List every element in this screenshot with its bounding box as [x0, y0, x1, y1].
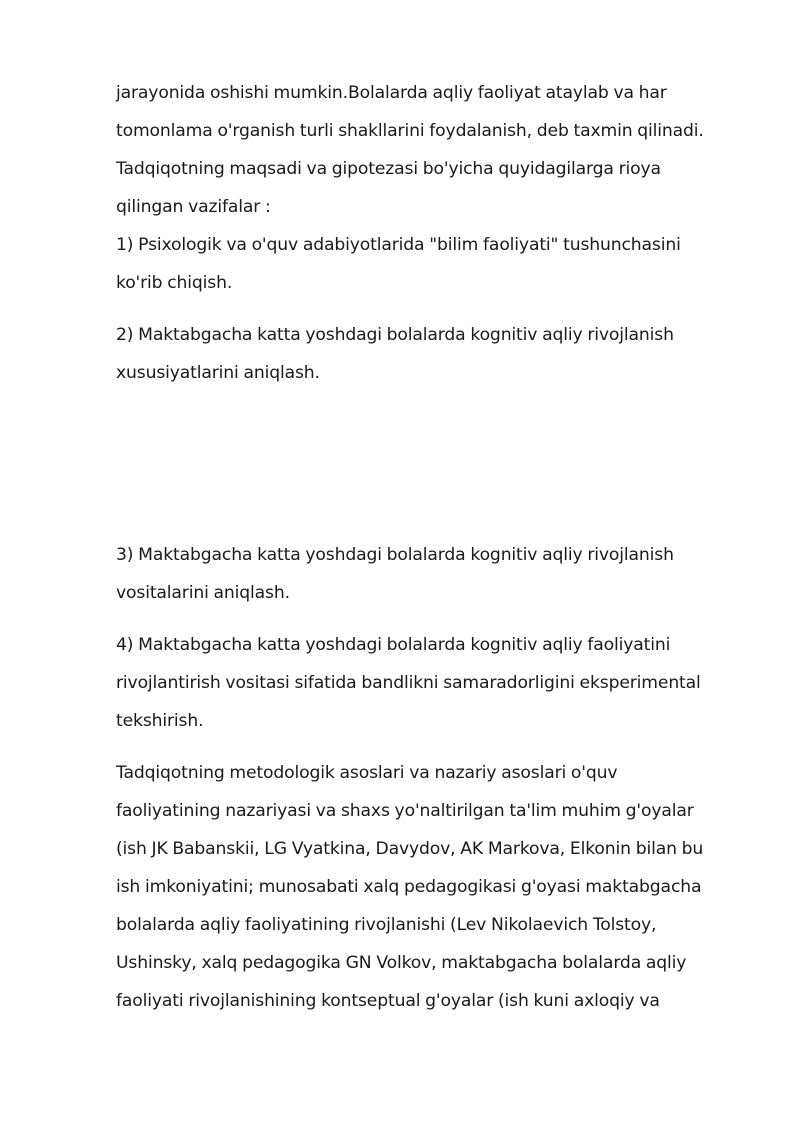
spacer — [116, 740, 756, 754]
text-line: (ish JK Babanskii, LG Vyatkina, Davydov, AK Markova, Elkonin bilan bu — [116, 839, 704, 859]
intro-paragraph — [116, 74, 756, 302]
spacer — [116, 392, 756, 536]
text-line: 1) Psixologik va o'quv adabiyotlarida "bilim faoliyati" tushunchasini — [116, 235, 681, 255]
text-line: ko'rib chiqish. — [116, 273, 233, 293]
text-line: faoliyati rivojlanishining kontseptual g'oyalar (ish kuni axloqiy va — [116, 991, 660, 1011]
spacer — [116, 612, 756, 626]
text-line: xususiyatlarini aniqlash. — [116, 363, 320, 383]
text-line: rivojlantirish vositasi sifatida bandlikni samaradorligini eksperimental — [116, 673, 701, 693]
task-item-4 — [116, 626, 756, 740]
text-line: faoliyatining nazariyasi va shaxs yo'naltirilgan ta'lim muhim g'oyalar — [116, 801, 694, 821]
spacer — [116, 302, 756, 316]
text-line: tekshirish. — [116, 711, 204, 731]
text-line: qilingan vazifalar : — [116, 197, 271, 217]
text-line: 2) Maktabgacha katta yoshdagi bolalarda kognitiv aqliy rivojlanish — [116, 325, 674, 345]
task-item-3 — [116, 536, 756, 612]
text-line: bolalarda aqliy faoliyatining rivojlanishi (Lev Nikolaevich Tolstoy, — [116, 915, 657, 935]
text-line: jarayonida oshishi mumkin.Bolalarda aqliy faoliyat ataylab va har — [116, 83, 667, 103]
methodology-paragraph — [116, 754, 756, 1020]
text-line: tomonlama o'rganish turli shakllarini foydalanish, deb taxmin qilinadi. — [116, 121, 704, 141]
text-line: 3) Maktabgacha katta yoshdagi bolalarda kognitiv aqliy rivojlanish — [116, 545, 674, 565]
text-line: Ushinsky, xalq pedagogika GN Volkov, maktabgacha bolalarda aqliy — [116, 953, 687, 973]
text-line: Tadqiqotning maqsadi va gipotezasi bo'yicha quyidagilarga rioya — [116, 159, 661, 179]
text-line: 4) Maktabgacha katta yoshdagi bolalarda kognitiv aqliy faoliyatini — [116, 635, 671, 655]
text-line: ish imkoniyatini; munosabati xalq pedagogikasi g'oyasi maktabgacha — [116, 877, 702, 897]
text-line: Tadqiqotning metodologik asoslari va nazariy asoslari o'quv — [116, 763, 618, 783]
text-line: vositalarini aniqlash. — [116, 583, 290, 603]
document-page — [116, 74, 756, 1020]
task-item-2 — [116, 316, 756, 392]
